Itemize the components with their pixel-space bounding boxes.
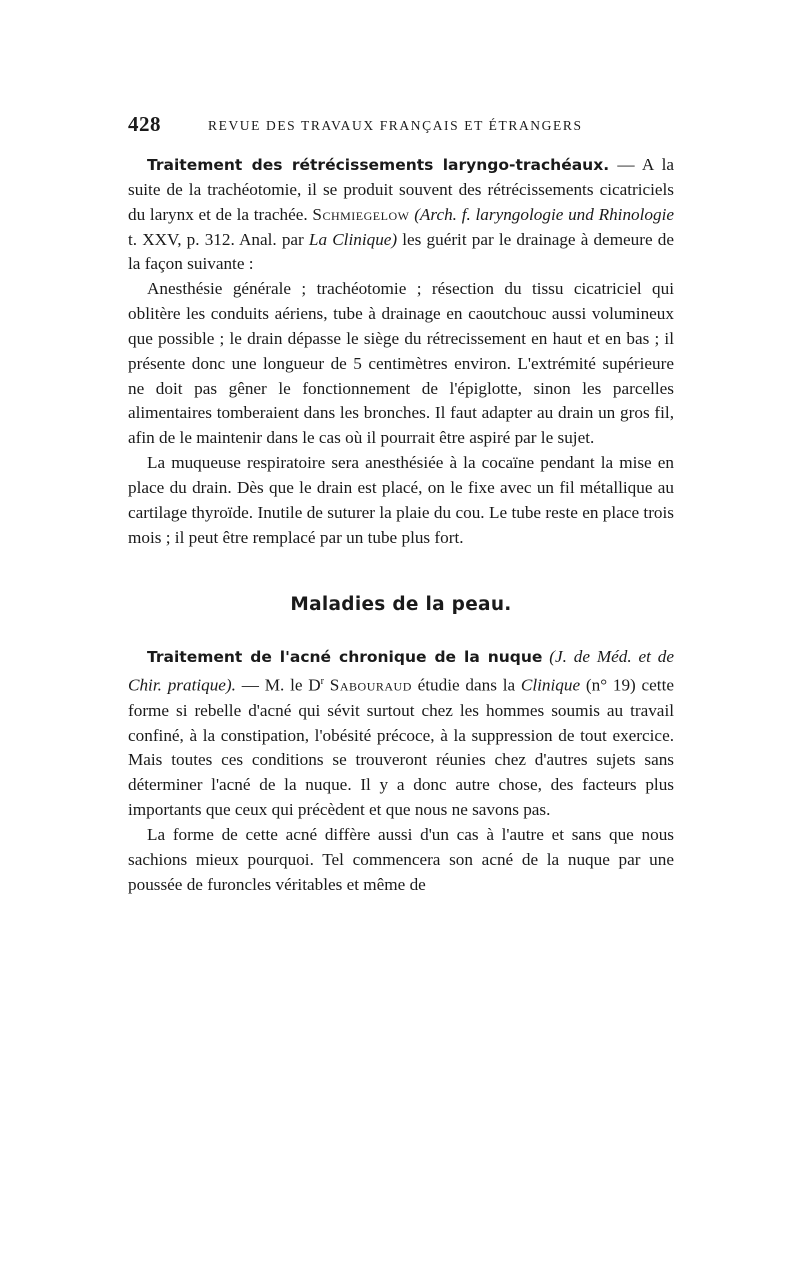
article2-paragraph1: [128, 645, 674, 823]
superscript: r: [320, 676, 325, 688]
running-head: REVUE DES TRAVAUX FRANÇAIS ET ÉTRANGERS: [208, 118, 583, 133]
page-number: 428: [128, 112, 161, 136]
text-span: les guérit par le drainage à demeure de la façon suivante :: [128, 229, 674, 274]
body-text: [128, 153, 674, 898]
text-span: t. XXV, p. 312. Anal. par: [128, 229, 309, 249]
article2-title: Traitement de l'acné chronique de la nuque: [147, 648, 543, 667]
article1-paragraph1: [128, 153, 674, 277]
text-span: — A la suite de la trachéotomie, il se produit souvent des rétrécissements cicatriciels du larynx et de la trachée.: [128, 155, 674, 224]
text-span: (n° 19) cette forme si rebelle d'acné qui sévit surtout chez les hommes soumis au travail confiné, à la constipation, l'obésité précoce, à la suppression de tout exercice. Mais toutes ces conditions se trouveront réunies chez d'autres sujets sans déterminer l'acné de la nuque. Il y a donc autre chose, des facteurs plus importants que ceux qui précèdent et que nous ne savons pas.: [128, 675, 674, 820]
author-name: Sabouraud: [329, 675, 412, 695]
page: [128, 112, 674, 898]
page-header: [128, 112, 674, 140]
journal-reference: (J. de Méd. et de Chir. pratique).: [128, 647, 674, 695]
article2-paragraph2: La forme de cette acné diffère aussi d'un cas à l'autre et sans que nous sachions mieux pourquoi. Tel commencera son acné de la nuque par une poussée de furoncles véritables et même de: [128, 824, 674, 894]
section-heading: Maladies de la peau.: [290, 593, 512, 615]
text-span: — M. le D: [235, 675, 321, 695]
article1-paragraph3: La muqueuse respiratoire sera anesthésiée à la cocaïne pendant la mise en place du drain. Dès que le drain est placé, on le fixe avec un fil métallique au cartilage thyroïde. Inutile de suturer la plaie du cou. Le tube reste en place trois mois ; il peut être remplacé par un tube plus fort.: [128, 453, 674, 547]
journal-name: Clinique: [520, 675, 581, 695]
journal-reference: (Arch. f. laryngologie und Rhinologie: [414, 204, 675, 224]
author-name: Schmiegelow: [312, 204, 410, 224]
article1-paragraph2: Anesthésie générale ; trachéotomie ; résection du tissu cicatriciel qui oblitère les conduits aériens, tube à drainage en caoutchouc aussi volumineux que possible ; le drain dépasse le siège du rétrecissement en haut et en bas ; il présente donc une longueur de 5 centimètres environ. L'extrémité supérieure ne doit pas gêner le fonctionnement de l'épiglotte, sinon les parcelles alimentaires tomberaient dans les bronches. Il faut adapter au drain un gros fil, afin de le maintenir dans le cas où il pourrait être aspiré par le sujet.: [128, 279, 674, 448]
text-span: étudie dans la: [411, 675, 521, 695]
source-reference: La Clinique): [308, 229, 398, 249]
article1-title: Traitement des rétrécissements laryngo-trachéaux.: [147, 156, 610, 174]
